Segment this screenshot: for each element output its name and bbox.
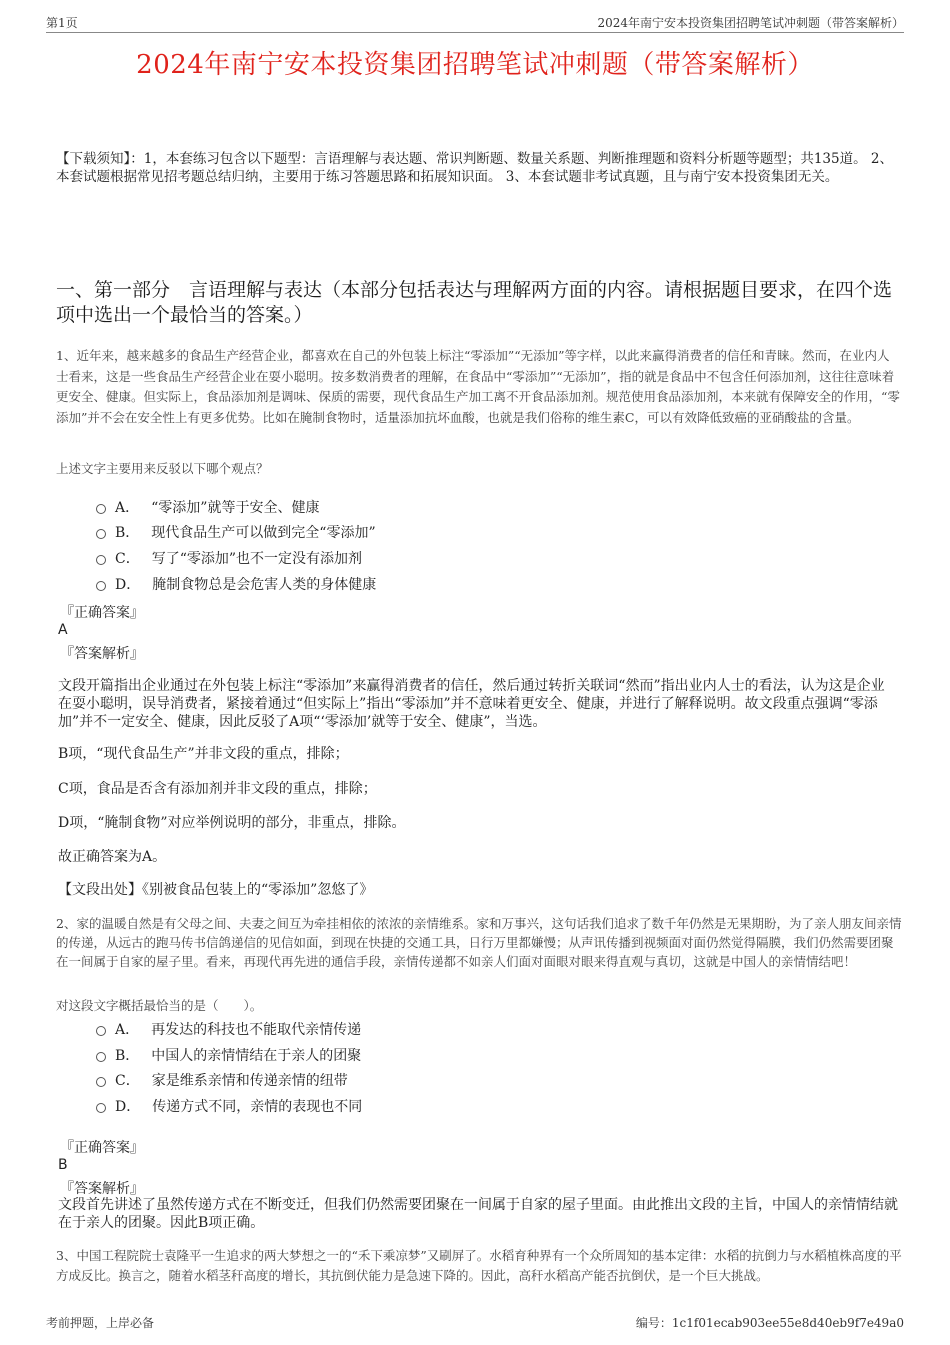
question-2-option-c[interactable]: C． 家是维系亲情和传递亲情的纽带 <box>96 1070 348 1090</box>
analysis-paragraph: C项，食品是否含有添加剂并非文段的重点，排除； <box>58 781 377 797</box>
answer-value: A <box>58 622 68 638</box>
header-divider <box>46 32 904 33</box>
radio-icon[interactable] <box>96 504 106 514</box>
question-2-stem: 2、家的温暖自然是有父母之间、夫妻之间互为牵挂相依的浓浓的亲情维系。家和万事兴，这句话我们追求了数千年仍然是无果期盼，为了亲人朋友间亲情的传递，从远古的跑马传书信鸽递信的见信如面，到现在快捷的交通工具，日行万里都嫌慢；从声讯传播到视频面对面仍然觉得隔膜，我们仍然需要团聚在一间属于自家的屋子里。看来，再现代再先进的通信手段，亲情传递都不如亲人们面对面眼对眼来得直观与真切，这就是中国人的亲情情结吧！ <box>56 916 902 969</box>
question-1-option-b[interactable]: B． 现代食品生产可以做到完全“零添加” <box>96 522 376 542</box>
radio-icon[interactable] <box>96 581 106 591</box>
question-2-option-a[interactable]: A． 再发达的科技也不能取代亲情传递 <box>96 1019 361 1039</box>
radio-icon[interactable] <box>96 1026 106 1036</box>
download-notice: 【下载须知】：1，本套练习包含以下题型：言语理解与表达题、常识判断题、数量关系题、判断推理题和资料分析题等题型；共135道。 2、本套试题根据常见招考题总结归纳，主要用于练习答题思路和拓展知识面。 3、本套试题非考试真题，且与南宁安本投资集团无关。 <box>56 151 893 185</box>
answer-label: 『正确答案』 <box>60 605 144 621</box>
radio-icon[interactable] <box>96 529 106 539</box>
analysis-paragraph: B项，“现代食品生产”并非文段的重点，排除； <box>58 746 349 762</box>
analysis-label: 『答案解析』 <box>60 1181 144 1197</box>
header-doc-title: 2024年南宁安本投资集团招聘笔试冲刺题（带答案解析） <box>597 16 904 30</box>
section-heading: 一、第一部分 言语理解与表达（本部分包括表达与理解两方面的内容。请根据题目要求，在四个选项中选出一个最恰当的答案。） <box>56 279 893 326</box>
question-3-stem: 3、中国工程院院士袁隆平一生追求的两大梦想之一的“禾下乘凉梦”又刷屏了。水稻育种界有一个众所周知的基本定律：水稻的抗倒力与水稻植株高度的平方成反比。换言之，随着水稻茎秆高度的增长，其抗倒伏能力是急速下降的。因此，高秆水稻高产能否抗倒伏，是一个巨大挑战。 <box>56 1248 902 1283</box>
answer-label: 『正确答案』 <box>60 1140 144 1156</box>
radio-icon[interactable] <box>96 1103 106 1113</box>
question-1-option-d[interactable]: D． 腌制食物总是会危害人类的身体健康 <box>96 574 376 594</box>
analysis-paragraph: 文段开篇指出企业通过在外包装上标注“零添加”来赢得消费者的信任，然后通过转折关联词“然而”指出业内人士的看法，认为这是企业在耍小聪明，误导消费者，紧接着通过“但实际上”指出“零添加”并不意味着更安全、健康，并进行了解释说明。故文段重点强调“零添加”并不一定安全、健康，因此反驳了A项“‘零添加’就等于安全、健康”，当选。 <box>58 678 885 730</box>
question-2-option-d[interactable]: D． 传递方式不同，亲情的表现也不同 <box>96 1096 362 1116</box>
footer-slogan: 考前押题，上岸必备 <box>46 1316 155 1330</box>
page-title: 2024年南宁安本投资集团招聘笔试冲刺题（带答案解析） <box>136 50 814 80</box>
page-number: 第1页 <box>46 16 78 30</box>
analysis-paragraph: D项，“腌制食物”对应举例说明的部分，非重点，排除。 <box>58 815 406 831</box>
analysis-conclusion: 故正确答案为A。 <box>58 849 167 865</box>
footer-serial: 编号：1c1f01ecab903ee55e8d40eb9f7e49a0 <box>635 1316 904 1330</box>
source-citation: 【文段出处】《别被食品包装上的“零添加”忽悠了》 <box>58 882 374 898</box>
radio-icon[interactable] <box>96 555 106 565</box>
radio-icon[interactable] <box>96 1052 106 1062</box>
question-1-option-c[interactable]: C． 写了“零添加”也不一定没有添加剂 <box>96 548 362 568</box>
analysis-label: 『答案解析』 <box>60 646 144 662</box>
question-1-stem: 1、近年来，越来越多的食品生产经营企业，都喜欢在自己的外包装上标注“零添加”“无添加”等字样，以此来赢得消费者的信任和青睐。然而，在业内人士看来，这是一些食品生产经营企业在耍小聪明。按多数消费者的理解，在食品中“零添加”“无添加”，指的就是食品中不包含任何添加剂，这往往意味着更安全、健康。但实际上，食品添加剂是调味、保质的需要，现代食品生产加工离不开食品添加剂。规范使用食品添加剂，本来就有保障安全的作用，“零添加”并不会在安全性上有更多优势。比如在腌制食物时，适量添加抗坏血酸，也就是我们俗称的维生素C，可以有效降低致癌的亚硝酸盐的含量。 <box>56 348 900 425</box>
question-2-prompt: 对这段文字概括最恰当的是（ ）。 <box>56 998 263 1013</box>
answer-value: B <box>58 1157 68 1173</box>
question-2-option-b[interactable]: B． 中国人的亲情情结在于亲人的团聚 <box>96 1045 361 1065</box>
analysis-paragraph: 文段首先讲述了虽然传递方式在不断变迁，但我们仍然需要团聚在一间属于自家的屋子里面。由此推出文段的主旨，中国人的亲情情结就在于亲人的团聚。因此B项正确。 <box>58 1197 898 1231</box>
question-1-option-a[interactable]: A． “零添加”就等于安全、健康 <box>96 497 319 517</box>
radio-icon[interactable] <box>96 1077 106 1087</box>
question-1-prompt: 上述文字主要用来反驳以下哪个观点？ <box>56 461 269 476</box>
